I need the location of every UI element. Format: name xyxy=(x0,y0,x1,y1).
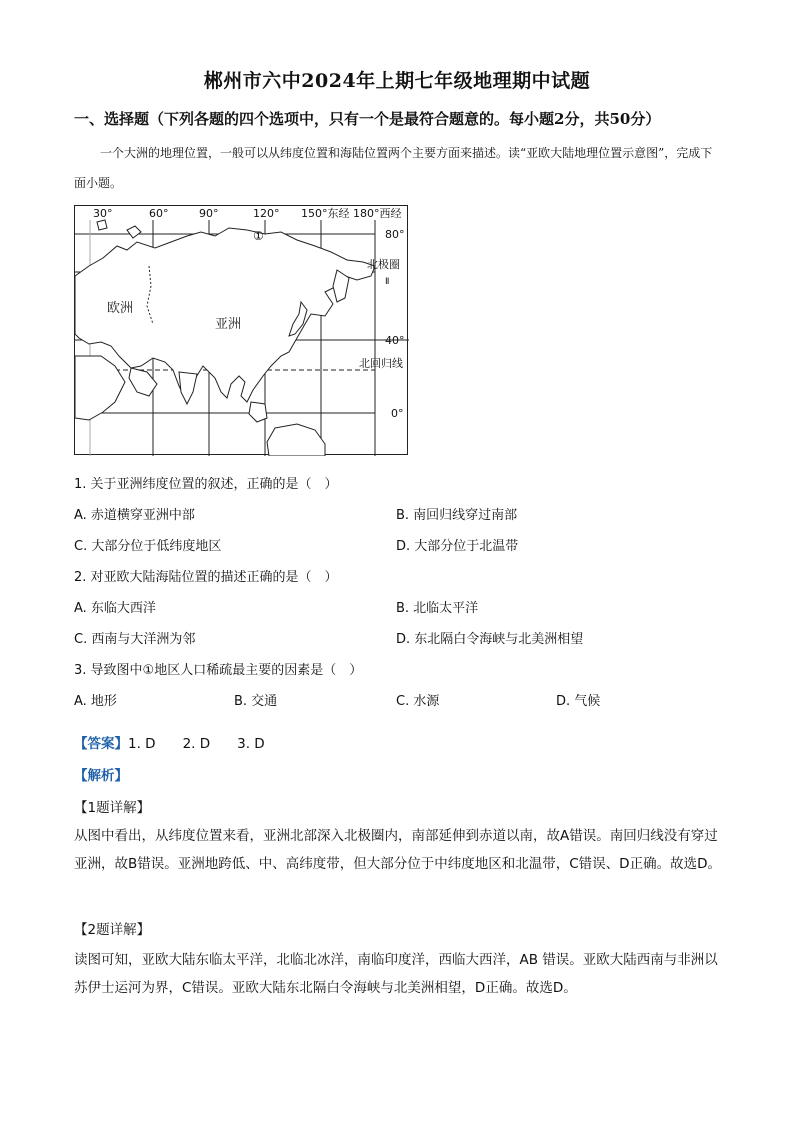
australia-top-outline xyxy=(267,424,325,456)
lon-label-90: 90° xyxy=(199,207,219,220)
europe-label: 欧洲 xyxy=(107,301,134,316)
arctic-circle-label: 北极圈 xyxy=(367,258,400,271)
africa-top-outline xyxy=(75,356,125,420)
question-2-option-c: C. 西南与大洋洲为邻 xyxy=(74,632,196,647)
analysis-tag: 【解析】 xyxy=(74,768,128,784)
question-3-stem: 3. 导致图中①地区人口稀疏最主要的因素是（ ） xyxy=(74,663,363,678)
intro-paragraph: 一个大洲的地理位置，一般可以从纬度位置和海陆位置两个主要方面来描述。读“亚欧大陆地理位置示意图”，完成下面小题。 xyxy=(74,146,713,190)
question-3-option-a: A. 地形 xyxy=(74,694,117,709)
page-title: 郴州市六中2024年上期七年级地理期中试题 xyxy=(203,70,591,92)
question-2-stem: 2. 对亚欧大陆海陆位置的描述正确的是（ ） xyxy=(74,570,338,585)
question-1-option-a: A. 赤道横穿亚洲中部 xyxy=(74,508,195,523)
question-3-option-c: C. 水源 xyxy=(396,694,440,709)
question-1-option-d: D. 大部分位于北温带 xyxy=(396,539,519,554)
section-heading: 一、选择题（下列各题的四个选项中，只有一个是最符合题意的。每小题2分，共50分） xyxy=(74,110,661,128)
marker-1-label: ① xyxy=(253,229,264,243)
lat-label-0: 0° xyxy=(391,407,404,420)
lon-label-120: 120° xyxy=(253,207,280,220)
question-1-stem: 1. 关于亚洲纬度位置的叙述，正确的是（ ） xyxy=(74,477,338,492)
lon-label-150-180: 150°东经 180°西经 xyxy=(301,207,402,220)
eurasia-map xyxy=(74,205,408,455)
question-1-option-c: C. 大部分位于低纬度地区 xyxy=(74,539,222,554)
lon-label-60: 60° xyxy=(149,207,169,220)
answer-values: 1. D 2. D 3. D xyxy=(128,736,265,752)
eurasia-map-drawing xyxy=(75,206,409,456)
asia-label: 亚洲 xyxy=(215,317,242,332)
question-2-option-d: D. 东北隔白令海峡与北美洲相望 xyxy=(396,632,584,647)
tropic-label: 北回归线 xyxy=(359,357,403,370)
analysis-sub2-tag: 【2题详解】 xyxy=(74,922,151,938)
analysis-sub1-text: 从图中看出，从纬度位置来看，亚洲北部深入北极圈内，南部延伸到赤道以南，故A错误。南回归线没有穿过亚洲，故B错误。亚洲地跨低、中、高纬度带，但大部分位于中纬度地区和北温带，C错误、D正确。故选D。 xyxy=(74,828,721,872)
analysis-sub2-text: 读图可知，亚欧大陆东临太平洋，北临北冰洋，南临印度洋，西临大西洋，AB 错误。亚欧大陆西南与非洲以苏伊士运河为界，C错误。亚欧大陆东北隔白令海峡与北美洲相望，D正确。故选D。 xyxy=(74,952,718,996)
answer-tag: 【答案】 xyxy=(74,736,128,752)
borneo-outline xyxy=(249,402,267,422)
lat-label-80: 80° xyxy=(385,228,405,241)
question-3-option-d: D. 气候 xyxy=(556,694,601,709)
question-1-option-b: B. 南回归线穿过南部 xyxy=(396,508,518,523)
question-2-option-a: A. 东临大西洋 xyxy=(74,601,156,616)
lon-label-30: 30° xyxy=(93,207,113,220)
svalbard-outline xyxy=(97,220,107,230)
india-outline xyxy=(179,372,197,404)
question-3-option-b: B. 交通 xyxy=(234,694,278,709)
answer-line xyxy=(74,732,265,752)
lat-label-40: 40° xyxy=(385,334,405,347)
question-2-option-b: B. 北临太平洋 xyxy=(396,601,479,616)
novaya-zemlya-outline xyxy=(127,226,141,238)
marker-2-label: Ⅱ xyxy=(385,277,390,287)
analysis-sub1-tag: 【1题详解】 xyxy=(74,800,151,816)
